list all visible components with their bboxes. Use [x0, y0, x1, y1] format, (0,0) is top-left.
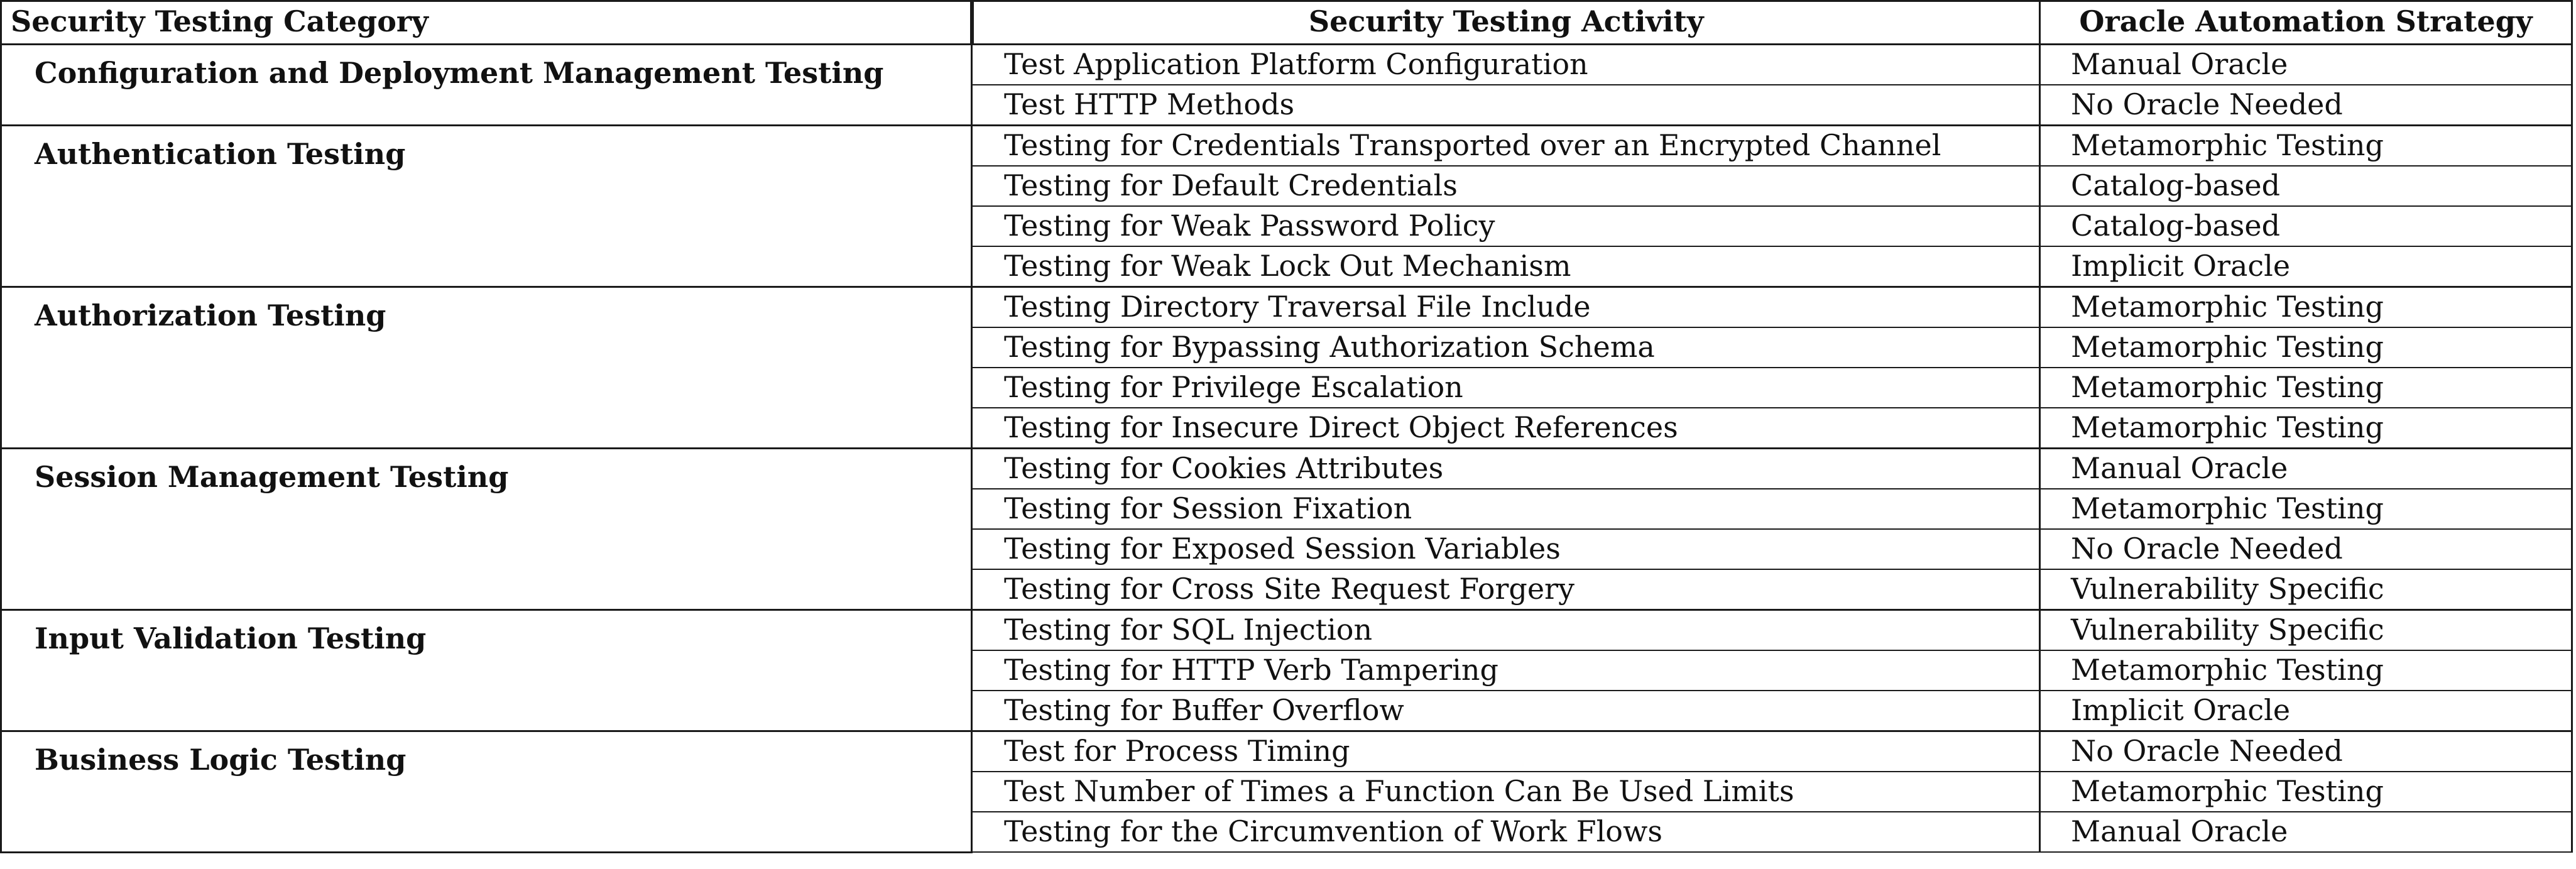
strategy-cell: Metamorphic Testing [2040, 772, 2572, 812]
activity-cell: Testing for Cookies Attributes [972, 449, 2040, 489]
strategy-cell: Catalog-based [2040, 206, 2572, 246]
strategy-cell: No Oracle Needed [2040, 529, 2572, 569]
activity-cell: Testing for Cross Site Request Forgery [972, 569, 2040, 610]
strategy-cell: No Oracle Needed [2040, 731, 2572, 772]
strategy-cell: No Oracle Needed [2040, 85, 2572, 126]
strategy-cell: Catalog-based [2040, 166, 2572, 206]
strategy-cell: Vulnerability Specific [2040, 610, 2572, 651]
activity-cell: Testing for HTTP Verb Tampering [972, 650, 2040, 691]
activity-cell: Test HTTP Methods [972, 85, 2040, 126]
activity-cell: Testing for Buffer Overflow [972, 691, 2040, 731]
strategy-cell: Metamorphic Testing [2040, 287, 2572, 328]
activity-cell: Testing for Weak Password Policy [972, 206, 2040, 246]
category-cell: Business Logic Testing [1, 731, 972, 853]
strategy-cell: Metamorphic Testing [2040, 368, 2572, 408]
table-row [1, 45, 2572, 85]
table-row [1, 610, 2572, 651]
category-cell: Configuration and Deployment Management Testing [1, 45, 972, 126]
strategy-cell: Vulnerability Specific [2040, 569, 2572, 610]
strategy-cell: Implicit Oracle [2040, 246, 2572, 287]
strategy-cell: Metamorphic Testing [2040, 126, 2572, 167]
table-row [1, 126, 2572, 167]
strategy-cell: Manual Oracle [2040, 45, 2572, 85]
strategy-cell: Manual Oracle [2040, 449, 2572, 489]
strategy-cell: Metamorphic Testing [2040, 327, 2572, 368]
strategy-cell: Implicit Oracle [2040, 691, 2572, 731]
activity-cell: Testing for the Circumvention of Work Flows [972, 812, 2040, 852]
activity-cell: Testing Directory Traversal File Include [972, 287, 2040, 328]
activity-cell: Test Application Platform Configuration [972, 45, 2040, 85]
activity-cell: Test for Process Timing [972, 731, 2040, 772]
header-row [1, 1, 2572, 45]
activity-cell: Testing for Weak Lock Out Mechanism [972, 246, 2040, 287]
strategy-cell: Metamorphic Testing [2040, 489, 2572, 529]
activity-cell: Test Number of Times a Function Can Be Used Limits [972, 772, 2040, 812]
category-cell: Authentication Testing [1, 126, 972, 287]
header-strategy: Oracle Automation Strategy [2040, 1, 2572, 45]
activity-cell: Testing for Default Credentials [972, 166, 2040, 206]
category-cell: Input Validation Testing [1, 610, 972, 731]
activity-cell: Testing for Session Fixation [972, 489, 2040, 529]
table-row [1, 449, 2572, 489]
activity-cell: Testing for Exposed Session Variables [972, 529, 2040, 569]
activity-cell: Testing for Bypassing Authorization Schema [972, 327, 2040, 368]
activity-cell: Testing for SQL Injection [972, 610, 2040, 651]
table-row [1, 287, 2572, 328]
activity-cell: Testing for Privilege Escalation [972, 368, 2040, 408]
header-activity: Security Testing Activity [972, 1, 2040, 45]
table-row [1, 731, 2572, 772]
strategy-cell: Metamorphic Testing [2040, 650, 2572, 691]
category-cell: Session Management Testing [1, 449, 972, 610]
header-category: Security Testing Category [1, 1, 972, 45]
strategy-cell: Manual Oracle [2040, 812, 2572, 852]
strategy-cell: Metamorphic Testing [2040, 408, 2572, 449]
activity-cell: Testing for Credentials Transported over an Encrypted Channel [972, 126, 2040, 167]
category-cell: Authorization Testing [1, 287, 972, 449]
activity-cell: Testing for Insecure Direct Object References [972, 408, 2040, 449]
table-body [1, 45, 2572, 853]
